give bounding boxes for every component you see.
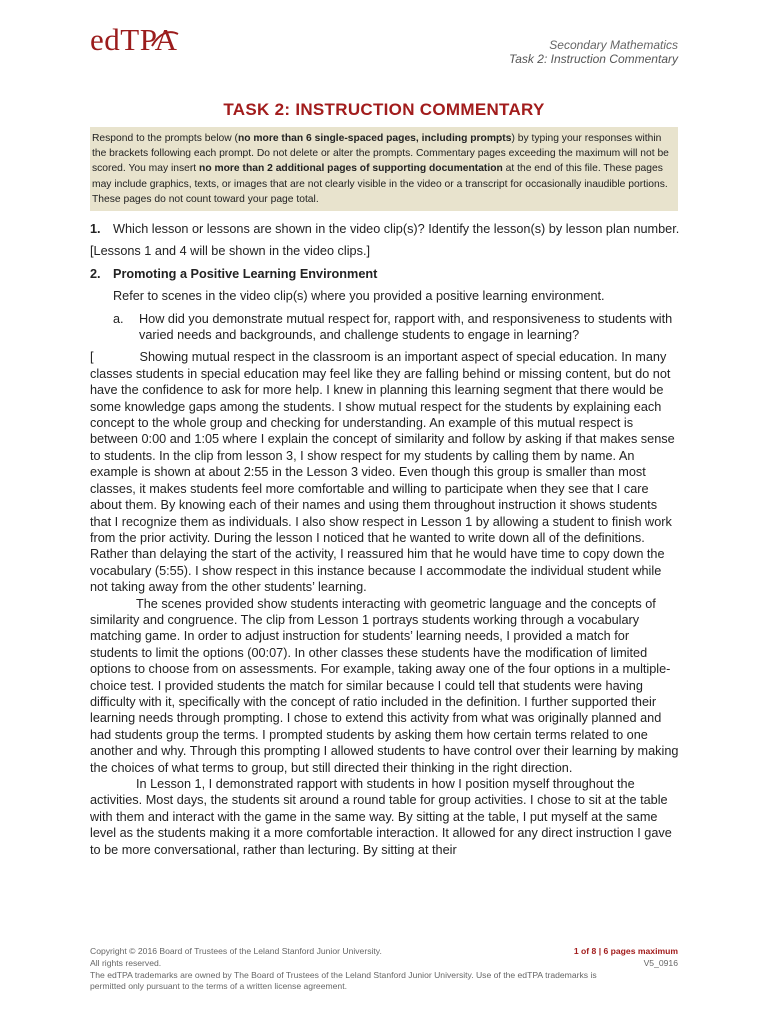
- response-paragraph-1-text: Showing mutual respect in the classroom is an important aspect of special education. In many classes students in special education may feel like they are falling behind or missing content, but do not have the confidence to ask for more help. I knew in planning this learning segment that there would be some knowledge gaps among the students. I show mutual respect for the students by explaining each concept to the whole group and checking for understanding. An example of this mutual respect is between 0:00 and 1:05 where I explain the concept of similarity and follow by asking if that makes sense to students. In the clip from lesson 3, I show respect for my students by calling them by name. An example is shown at about 2:55 in the Lesson 3 video. Even though this group is smaller than most classes, it makes students feel more comfortable and willing to participate when they see that I care about them. By knowing each of their names and using them throughout instruction it shows students that I recognize them as individuals. I also show respect in Lesson 1 by allowing a student to finish work from the prior activity. During the lesson I noticed that he wanted to write down all of the definitions. Rather than delaying the start of the activity, I reassured him that he would have time to copy down the vocabulary (5:55). I show respect in this instance because I accommodate the individual student while not taking away from the other students’ learning.: [90, 350, 675, 595]
- prompt-2-number: 2.: [90, 266, 101, 281]
- page-title: TASK 2: INSTRUCTION COMMENTARY: [223, 100, 545, 119]
- page-count: 1 of 8 | 6 pages maximum: [573, 946, 678, 956]
- prompt-2a-text: How did you demonstrate mutual respect for, rapport with, and responsiveness to students with varied needs and backgrounds, and challenge students to engage in learning?: [139, 311, 673, 343]
- task-label: Task 2: Instruction Commentary: [509, 52, 678, 66]
- subject-label: Secondary Mathematics: [549, 38, 678, 52]
- footer-trademark-1: The edTPA trademarks are owned by The Board of Trustees of the Leland Stanford Junior University. Use of the edTPA trademarks is: [90, 969, 597, 980]
- notice-bold-1: no more than 6 single-spaced pages, including prompts: [237, 133, 512, 144]
- notice-text-3: at the end of this file. These pages may include graphics, texts, or images that are not clearly visible in the video or a transcript for occasionally inaudible portions. These pages do not count toward your page total.: [92, 163, 668, 205]
- prompt-2a-response[interactable]: [90, 349, 680, 858]
- notice-text-1: Respond to the prompts below (: [92, 133, 238, 144]
- prompt-2: [90, 266, 680, 282]
- response-open-bracket: [: [90, 350, 94, 365]
- prompt-2-intro: Refer to scenes in the video clip(s) where you provided a positive learning environment.: [113, 289, 605, 304]
- response-paragraph-1: [90, 349, 680, 595]
- prompt-2a-letter: a.: [113, 311, 124, 326]
- instructions-box: [90, 127, 678, 211]
- page-footer: [90, 946, 678, 993]
- prompt-1-number: 1.: [90, 222, 101, 236]
- logo-swash-icon: [150, 28, 180, 50]
- prompt-1-text: Which lesson or lessons are shown in the video clip(s)? Identify the lesson(s) by lesson plan number.: [113, 222, 680, 236]
- prompt-1-response[interactable]: [Lessons 1 and 4 will be shown in the video clips.]: [90, 244, 370, 259]
- footer-copyright: Copyright © 2016 Board of Trustees of the Leland Stanford Junior University.: [90, 946, 382, 956]
- logo-text: edTPA: [90, 22, 178, 57]
- response-paragraph-3: In Lesson 1, I demonstrated rapport with students in how I position myself throughout the activities. Most days, the students sit around a round table for group activities. I chose to sit at the table with them and interact with the game in the same way. By sitting at the table, I put myself at the same level as the students making it a more comfortable interaction. It allowed for any direct instruction I gave to be more conversational, rather than lecturing. By sitting at their: [90, 777, 672, 857]
- prompt-2-title: Promoting a Positive Learning Environment: [113, 266, 378, 281]
- notice-text-2: ) by typing your responses within the brackets following each prompt. Do not delete or alter the prompts. Commentary pages exceeding the maximum will not be scored. You may insert: [92, 133, 669, 175]
- commentary-body: [90, 221, 680, 858]
- footer-trademark-2: permitted only pursuant to the terms of a written license agreement.: [90, 981, 347, 992]
- footer-rights: All rights reserved.: [90, 957, 162, 968]
- prompt-1: [90, 221, 680, 237]
- edtpa-logo: [90, 22, 177, 58]
- response-paragraph-2: The scenes provided show students interacting with geometric language and the concepts of similarity and congruence. The clip from Lesson 1 portrays students working through a vocabulary matching game. In order to adjust instruction for students’ learning needs, I provided a match for students to limit the options (00:07). In other classes these students have the modification of limited options to choose from on assessments. For example, taking away one of the four options in a multiple-choice test. I provided students the match for similar because I could tell that students were having difficulty with it, specifically with the concept of ratio included in the definition. I further supported their learning needs through prompting. I chose to extend this activity from what was originally planned and had students group the terms. I prompted students by asking them how certain terms related to one another and why. Through this prompting I allowed students to have control over their learning by making the choices of what terms to group, but still directed their thinking in the right direction.: [90, 596, 679, 775]
- notice-bold-2: no more than 2 additional pages of supporting documentation: [199, 163, 503, 175]
- page-header: [509, 38, 678, 66]
- version-label: V5_0916: [643, 957, 678, 968]
- prompt-2a: [113, 311, 680, 344]
